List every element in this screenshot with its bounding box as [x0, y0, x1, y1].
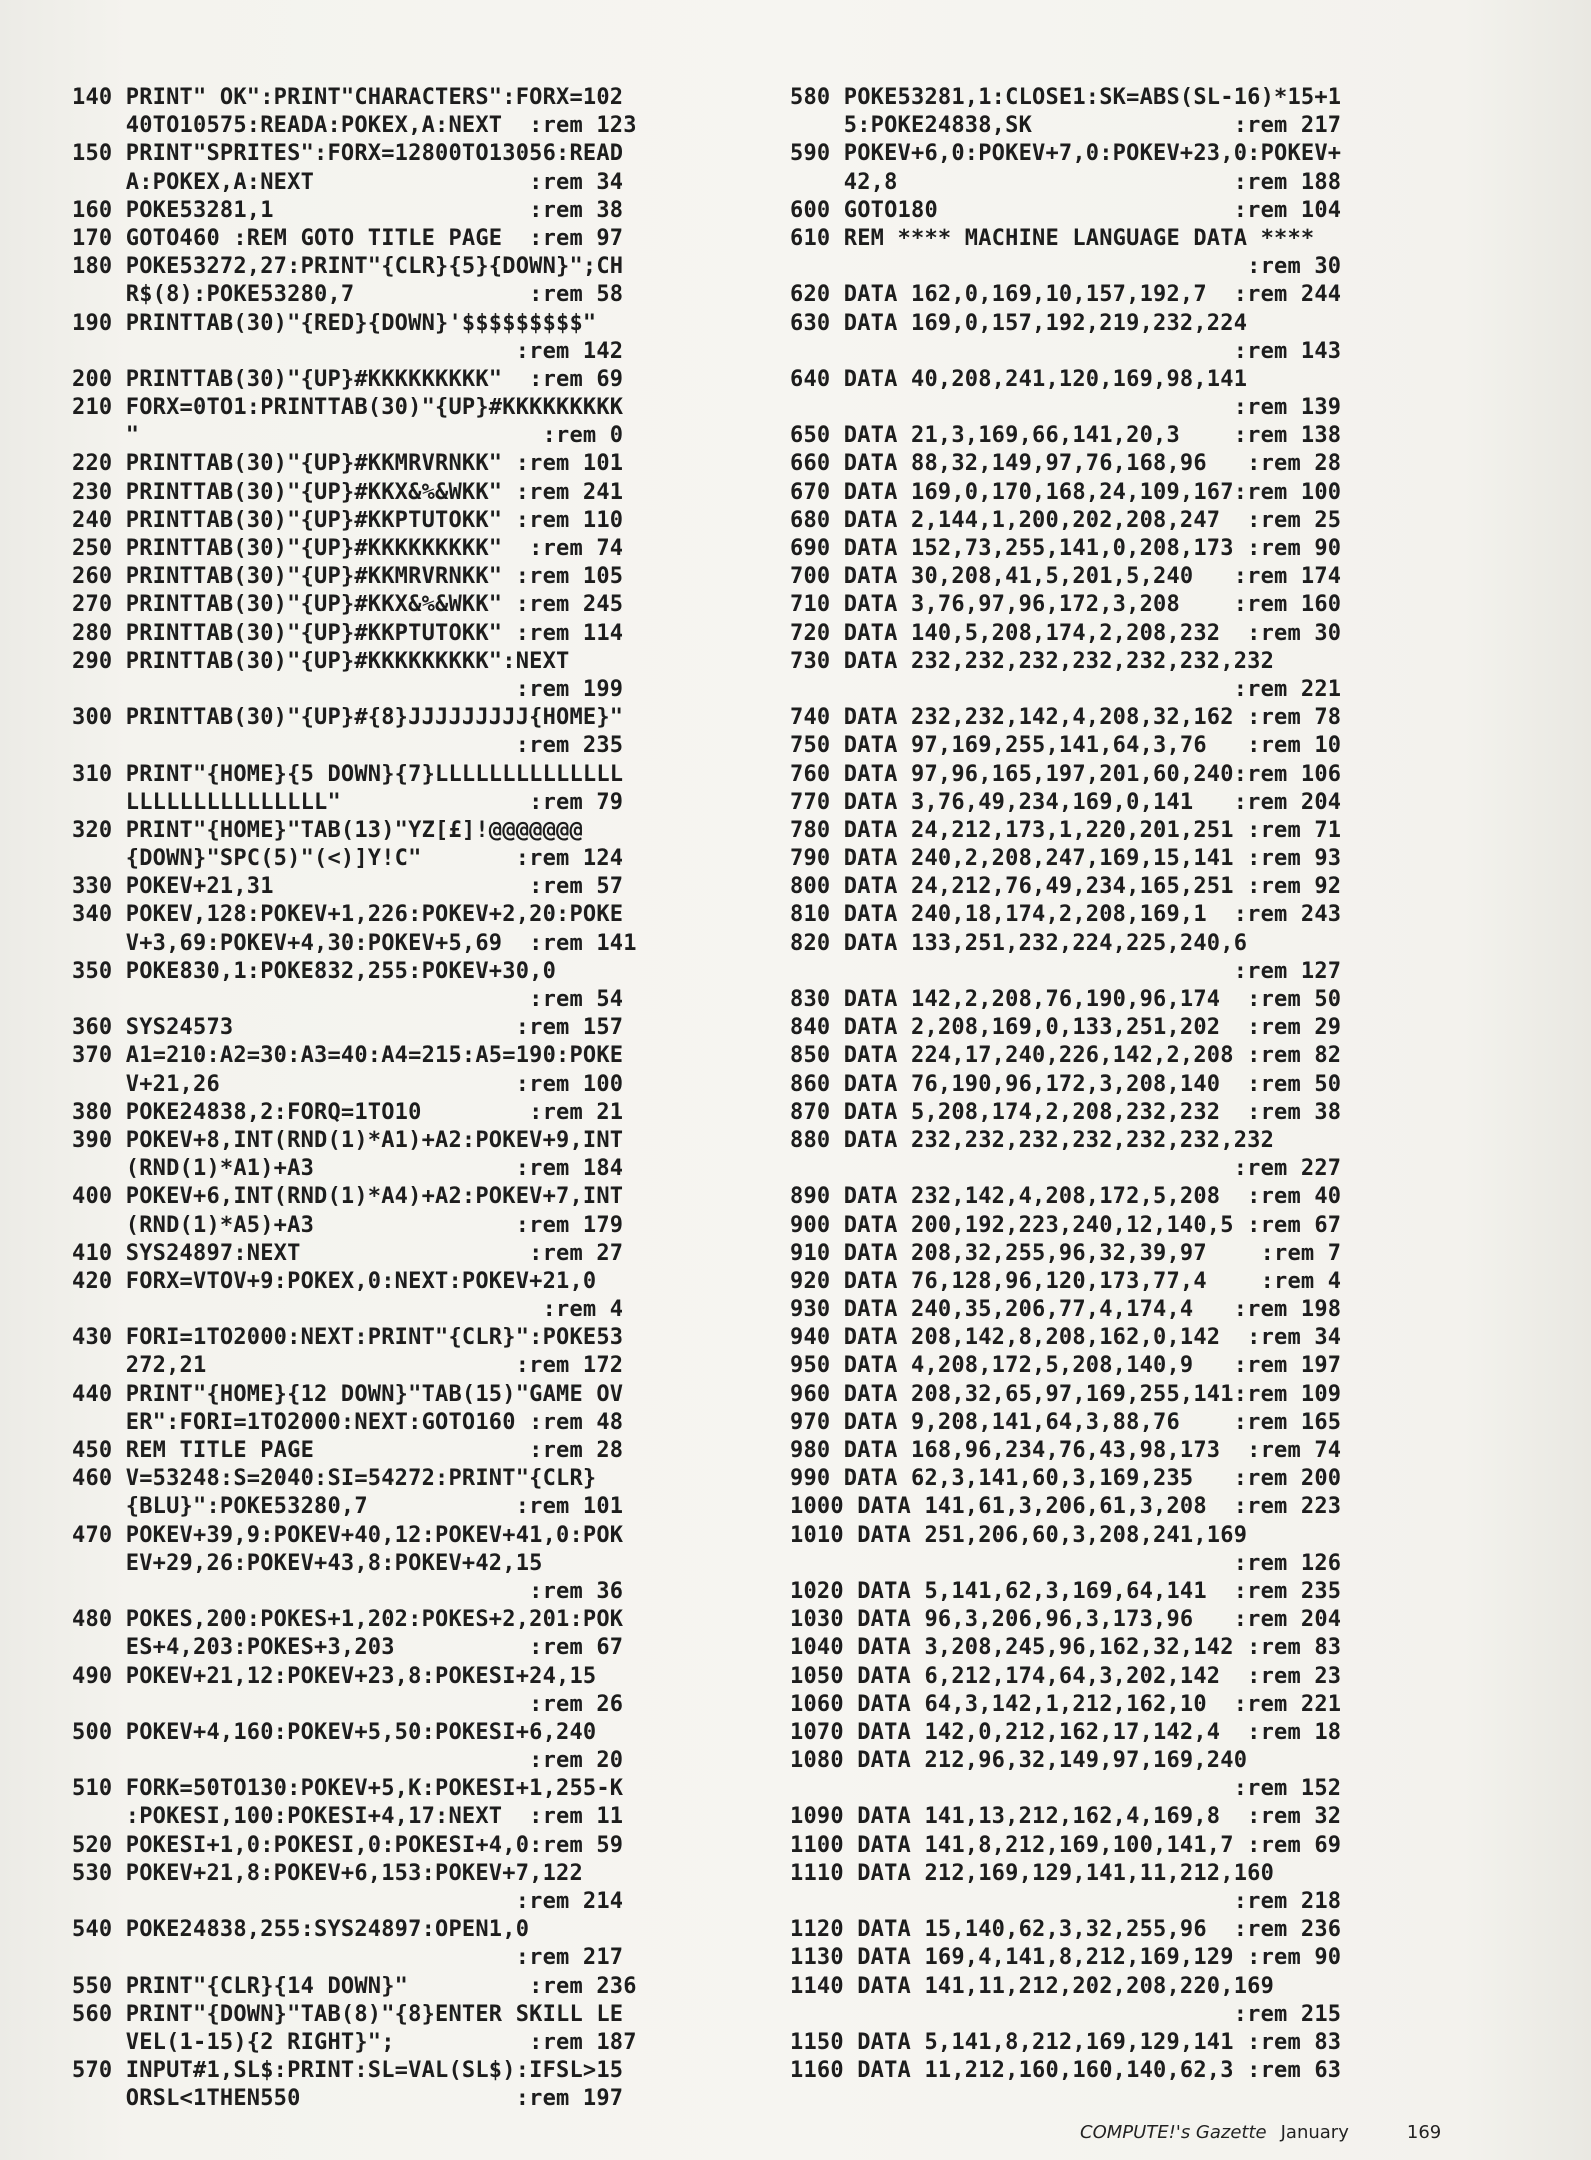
code-line: 890 DATA 232,142,4,208,172,5,208 :rem 40 — [790, 1184, 1342, 1210]
code-line: :rem 126 — [790, 1550, 1342, 1576]
code-line: 940 DATA 208,142,8,208,162,0,142 :rem 34 — [790, 1325, 1342, 1351]
code-line: 1120 DATA 15,140,62,3,32,255,96 :rem 236 — [790, 1917, 1342, 1943]
code-line: 560 PRINT"{DOWN}"TAB(8)"{8}ENTER SKILL LE — [72, 2001, 624, 2027]
code-line: 1150 DATA 5,141,8,212,169,129,141 :rem 83 — [790, 2029, 1342, 2055]
code-line: 150 PRINT"SPRITES":FORX=12800TO13056:READ — [72, 141, 624, 167]
code-line: 680 DATA 2,144,1,200,202,208,247 :rem 25 — [790, 507, 1342, 533]
code-line: 390 POKEV+8,INT(RND(1)*A1)+A2:POKEV+9,INT — [72, 1127, 624, 1153]
code-line: 990 DATA 62,3,141,60,3,169,235 :rem 200 — [790, 1466, 1342, 1492]
code-line: 1020 DATA 5,141,62,3,169,64,141 :rem 235 — [790, 1578, 1342, 1604]
code-line: 272,21 :rem 172 — [72, 1353, 624, 1379]
code-line: 360 SYS24573 :rem 157 — [72, 1015, 624, 1041]
code-line: 470 POKEV+39,9:POKEV+40,12:POKEV+41,0:POK — [72, 1522, 624, 1548]
code-line: 530 POKEV+21,8:POKEV+6,153:POKEV+7,122 — [72, 1860, 583, 1886]
magazine-name: COMPUTE!'s Gazette — [1080, 2122, 1267, 2143]
code-line: 510 FORK=50TO130:POKEV+5,K:POKESI+1,255-K — [72, 1776, 624, 1802]
code-line: :rem 20 — [72, 1748, 624, 1774]
code-line: 5:POKE24838,SK :rem 217 — [790, 113, 1342, 139]
code-line: 760 DATA 97,96,165,197,201,60,240:rem 106 — [790, 761, 1342, 787]
code-line: 280 PRINTTAB(30)"{UP}#KKPTUTOKK" :rem 114 — [72, 620, 624, 646]
code-line: {DOWN}"SPC(5)"(<)]Y!C" :rem 124 — [72, 846, 624, 872]
code-line: :rem 143 — [790, 338, 1342, 364]
code-line: 690 DATA 152,73,255,141,0,208,173 :rem 90 — [790, 536, 1342, 561]
code-line: 480 POKES,200:POKES+1,202:POKES+2,201:POK — [72, 1607, 624, 1633]
code-line: 1090 DATA 141,13,212,162,4,169,8 :rem 32 — [790, 1804, 1342, 1830]
code-line: 900 DATA 200,192,223,240,12,140,5 :rem 67 — [790, 1212, 1342, 1238]
code-line: 800 DATA 24,212,76,49,234,165,251 :rem 92 — [790, 874, 1342, 900]
code-line: :rem 4 — [72, 1297, 624, 1323]
code-line: 1000 DATA 141,61,3,206,61,3,208 :rem 223 — [790, 1494, 1342, 1520]
code-line: (RND(1)*A5)+A3 :rem 179 — [72, 1212, 624, 1238]
code-line: 1080 DATA 212,96,32,149,97,169,240 — [790, 1748, 1248, 1774]
code-line: 430 FORI=1TO2000:NEXT:PRINT"{CLR}":POKE53 — [72, 1325, 624, 1351]
code-line: 450 REM TITLE PAGE :rem 28 — [72, 1438, 624, 1463]
code-line: :POKESI,100:POKESI+4,17:NEXT :rem 11 — [72, 1804, 624, 1830]
code-line: 490 POKEV+21,12:POKEV+23,8:POKESI+24,15 — [72, 1663, 597, 1689]
code-line: 790 DATA 240,2,208,247,169,15,141 :rem 93 — [790, 846, 1342, 872]
code-line: 180 POKE53272,27:PRINT"{CLR}{5}{DOWN}";CH — [72, 254, 624, 280]
code-line: 840 DATA 2,208,169,0,133,251,202 :rem 29 — [790, 1015, 1342, 1041]
code-line: " :rem 0 — [72, 423, 624, 449]
code-line: V+3,69:POKEV+4,30:POKEV+5,69 :rem 141 — [72, 930, 637, 956]
code-line: 630 DATA 169,0,157,192,219,232,224 — [790, 310, 1248, 336]
code-line: 920 DATA 76,128,96,120,173,77,4 :rem 4 — [790, 1268, 1342, 1294]
code-line: 720 DATA 140,5,208,174,2,208,232 :rem 30 — [790, 620, 1342, 646]
code-line: 290 PRINTTAB(30)"{UP}#KKKKKKKKK":NEXT — [72, 648, 570, 674]
code-line: 440 PRINT"{HOME}{12 DOWN}"TAB(15)"GAME OV — [72, 1381, 624, 1407]
code-line: 410 SYS24897:NEXT :rem 27 — [72, 1240, 624, 1266]
code-line: :rem 152 — [790, 1776, 1342, 1802]
code-line: :rem 139 — [790, 395, 1342, 421]
code-line: 580 POKE53281,1:CLOSE1:SK=ABS(SL-16)*15+1 — [790, 85, 1342, 110]
code-line: 550 PRINT"{CLR}{14 DOWN}" :rem 236 — [72, 1973, 637, 1999]
code-line: 570 INPUT#1,SL$:PRINT:SL=VAL(SL$):IFSL>15 — [72, 2058, 624, 2084]
code-line: 910 DATA 208,32,255,96,32,39,97 :rem 7 — [790, 1240, 1342, 1266]
code-line: 170 GOTO460 :REM GOTO TITLE PAGE :rem 97 — [72, 225, 624, 251]
code-line: 220 PRINTTAB(30)"{UP}#KKMRVRNKK" :rem 101 — [72, 451, 624, 477]
code-line: ER":FORI=1TO2000:NEXT:GOTO160 :rem 48 — [72, 1409, 624, 1435]
code-line: :rem 127 — [790, 958, 1342, 984]
code-line: 300 PRINTTAB(30)"{UP}#{8}JJJJJJJJJ{HOME}" — [72, 705, 624, 731]
code-line: 320 PRINT"{HOME}"TAB(13)"YZ[£]!@@@@@@@ — [72, 817, 583, 843]
code-line: 960 DATA 208,32,65,97,169,255,141:rem 109 — [790, 1381, 1342, 1407]
code-line: 650 DATA 21,3,169,66,141,20,3 :rem 138 — [790, 423, 1342, 449]
code-line: R$(8):POKE53280,7 :rem 58 — [72, 282, 624, 308]
code-line: 830 DATA 142,2,208,76,190,96,174 :rem 50 — [790, 987, 1342, 1012]
code-line: 980 DATA 168,96,234,76,43,98,173 :rem 74 — [790, 1438, 1342, 1463]
code-line: 740 DATA 232,232,142,4,208,32,162 :rem 78 — [790, 705, 1342, 731]
code-line: ORSL<1THEN550 :rem 197 — [72, 2086, 624, 2112]
code-line: V+21,26 :rem 100 — [72, 1071, 624, 1097]
page-footer — [1080, 2122, 1441, 2143]
code-line: 770 DATA 3,76,49,234,169,0,141 :rem 204 — [790, 789, 1342, 815]
code-line: 500 POKEV+4,160:POKEV+5,50:POKESI+6,240 — [72, 1719, 597, 1745]
code-line: 930 DATA 240,35,206,77,4,174,4 :rem 198 — [790, 1297, 1342, 1323]
code-line: :rem 36 — [72, 1578, 624, 1604]
code-line: 140 PRINT" OK":PRINT"CHARACTERS":FORX=102 — [72, 85, 624, 110]
code-line: 700 DATA 30,208,41,5,201,5,240 :rem 174 — [790, 564, 1342, 590]
code-line: :rem 227 — [790, 1156, 1342, 1182]
code-line: 860 DATA 76,190,96,172,3,208,140 :rem 50 — [790, 1071, 1342, 1097]
code-line: 1030 DATA 96,3,206,96,3,173,96 :rem 204 — [790, 1607, 1342, 1633]
code-line: 250 PRINTTAB(30)"{UP}#KKKKKKKKK" :rem 74 — [72, 536, 624, 561]
code-line: 710 DATA 3,76,97,96,172,3,208 :rem 160 — [790, 592, 1342, 618]
code-line: {BLU}":POKE53280,7 :rem 101 — [72, 1494, 624, 1520]
code-line: :rem 217 — [72, 1945, 624, 1971]
code-line: 1100 DATA 141,8,212,169,100,141,7 :rem 69 — [790, 1832, 1342, 1858]
code-line: 670 DATA 169,0,170,168,24,109,167:rem 100 — [790, 479, 1342, 505]
code-line: 750 DATA 97,169,255,141,64,3,76 :rem 10 — [790, 733, 1342, 759]
code-line: 600 GOTO180 :rem 104 — [790, 197, 1342, 223]
code-line: :rem 142 — [72, 338, 624, 364]
code-line: 820 DATA 133,251,232,224,225,240,6 — [790, 930, 1248, 956]
code-line: :rem 30 — [790, 254, 1342, 280]
code-line: 870 DATA 5,208,174,2,208,232,232 :rem 38 — [790, 1099, 1342, 1125]
code-line: 350 POKE830,1:POKE832,255:POKEV+30,0 — [72, 958, 557, 984]
code-line: 330 POKEV+21,31 :rem 57 — [72, 874, 624, 900]
code-line: 620 DATA 162,0,169,10,157,192,7 :rem 244 — [790, 282, 1342, 308]
code-line: :rem 235 — [72, 733, 624, 759]
code-line: 160 POKE53281,1 :rem 38 — [72, 197, 624, 223]
code-line: 1110 DATA 212,169,129,141,11,212,160 — [790, 1860, 1275, 1886]
code-line: 880 DATA 232,232,232,232,232,232,232 — [790, 1127, 1275, 1153]
code-line: EV+29,26:POKEV+43,8:POKEV+42,15 — [72, 1550, 543, 1576]
code-line: 1070 DATA 142,0,212,162,17,142,4 :rem 18 — [790, 1719, 1342, 1745]
code-line: 850 DATA 224,17,240,226,142,2,208 :rem 82 — [790, 1043, 1342, 1069]
code-line: :rem 215 — [790, 2001, 1342, 2027]
code-line: 1010 DATA 251,206,60,3,208,241,169 — [790, 1522, 1248, 1548]
code-line: 1060 DATA 64,3,142,1,212,162,10 :rem 221 — [790, 1691, 1342, 1717]
code-line: 780 DATA 24,212,173,1,220,201,251 :rem 71 — [790, 817, 1342, 843]
code-line: 380 POKE24838,2:FORQ=1TO10 :rem 21 — [72, 1099, 624, 1125]
code-line: 1130 DATA 169,4,141,8,212,169,129 :rem 90 — [790, 1945, 1342, 1971]
code-line: :rem 26 — [72, 1691, 624, 1717]
code-line: 400 POKEV+6,INT(RND(1)*A4)+A2:POKEV+7,INT — [72, 1184, 624, 1210]
code-line: 520 POKESI+1,0:POKESI,0:POKESI+4,0:rem 59 — [72, 1832, 624, 1858]
code-line: A:POKEX,A:NEXT :rem 34 — [72, 169, 624, 195]
code-line: 460 V=53248:S=2040:SI=54272:PRINT"{CLR} — [72, 1466, 597, 1492]
code-line: 370 A1=210:A2=30:A3=40:A4=215:A5=190:POKE — [72, 1043, 624, 1069]
code-line: 210 FORX=0TO1:PRINTTAB(30)"{UP}#KKKKKKKKK — [72, 395, 624, 421]
code-line: 260 PRINTTAB(30)"{UP}#KKMRVRNKK" :rem 105 — [72, 564, 624, 590]
code-line: :rem 218 — [790, 1889, 1342, 1914]
code-line: 190 PRINTTAB(30)"{RED}{DOWN}'$$$$$$$$$" — [72, 310, 597, 336]
listing-left-column — [72, 84, 762, 2114]
code-line: 970 DATA 9,208,141,64,3,88,76 :rem 165 — [790, 1409, 1342, 1435]
code-line: 1160 DATA 11,212,160,160,140,62,3 :rem 63 — [790, 2058, 1342, 2084]
listing-right-column — [790, 84, 1480, 2085]
code-line: :rem 199 — [72, 676, 624, 702]
code-line: :rem 214 — [72, 1889, 624, 1914]
code-line: 270 PRINTTAB(30)"{UP}#KKX&%&WKK" :rem 245 — [72, 592, 624, 618]
code-line: 610 REM **** MACHINE LANGUAGE DATA **** — [790, 225, 1315, 251]
code-line: 950 DATA 4,208,172,5,208,140,9 :rem 197 — [790, 1353, 1342, 1379]
code-line: 660 DATA 88,32,149,97,76,168,96 :rem 28 — [790, 451, 1342, 477]
code-line: 200 PRINTTAB(30)"{UP}#KKKKKKKKK" :rem 69 — [72, 366, 624, 392]
code-line: :rem 54 — [72, 987, 624, 1012]
page-number: 169 — [1406, 2122, 1442, 2143]
code-line: 730 DATA 232,232,232,232,232,232,232 — [790, 648, 1275, 674]
code-line: :rem 221 — [790, 676, 1342, 702]
code-line: 1050 DATA 6,212,174,64,3,202,142 :rem 23 — [790, 1663, 1342, 1689]
code-line: 230 PRINTTAB(30)"{UP}#KKX&%&WKK" :rem 241 — [72, 479, 624, 505]
code-line: 590 POKEV+6,0:POKEV+7,0:POKEV+23,0:POKEV+ — [790, 141, 1342, 167]
code-line: (RND(1)*A1)+A3 :rem 184 — [72, 1156, 624, 1182]
code-line: VEL(1-15){2 RIGHT}"; :rem 187 — [72, 2029, 637, 2055]
code-line: 640 DATA 40,208,241,120,169,98,141 — [790, 366, 1248, 392]
code-line: 310 PRINT"{HOME}{5 DOWN}{7}LLLLLLLLLLLLLL — [72, 761, 624, 787]
code-line: 810 DATA 240,18,174,2,208,169,1 :rem 243 — [790, 902, 1342, 928]
code-line: 340 POKEV,128:POKEV+1,226:POKEV+2,20:POKE — [72, 902, 624, 928]
code-line: LLLLLLLLLLLLLLL" :rem 79 — [72, 789, 624, 815]
code-line: 40TO10575:READA:POKEX,A:NEXT :rem 123 — [72, 113, 637, 139]
issue-month: January — [1280, 2122, 1349, 2143]
code-line: ES+4,203:POKES+3,203 :rem 67 — [72, 1635, 624, 1661]
code-line: 540 POKE24838,255:SYS24897:OPEN1,0 — [72, 1917, 530, 1943]
code-line: 42,8 :rem 188 — [790, 169, 1342, 195]
code-line: 420 FORX=VTOV+9:POKEX,0:NEXT:POKEV+21,0 — [72, 1268, 597, 1294]
code-line: 1040 DATA 3,208,245,96,162,32,142 :rem 83 — [790, 1635, 1342, 1661]
code-line: 240 PRINTTAB(30)"{UP}#KKPTUTOKK" :rem 110 — [72, 507, 624, 533]
code-line: 1140 DATA 141,11,212,202,208,220,169 — [790, 1973, 1275, 1999]
